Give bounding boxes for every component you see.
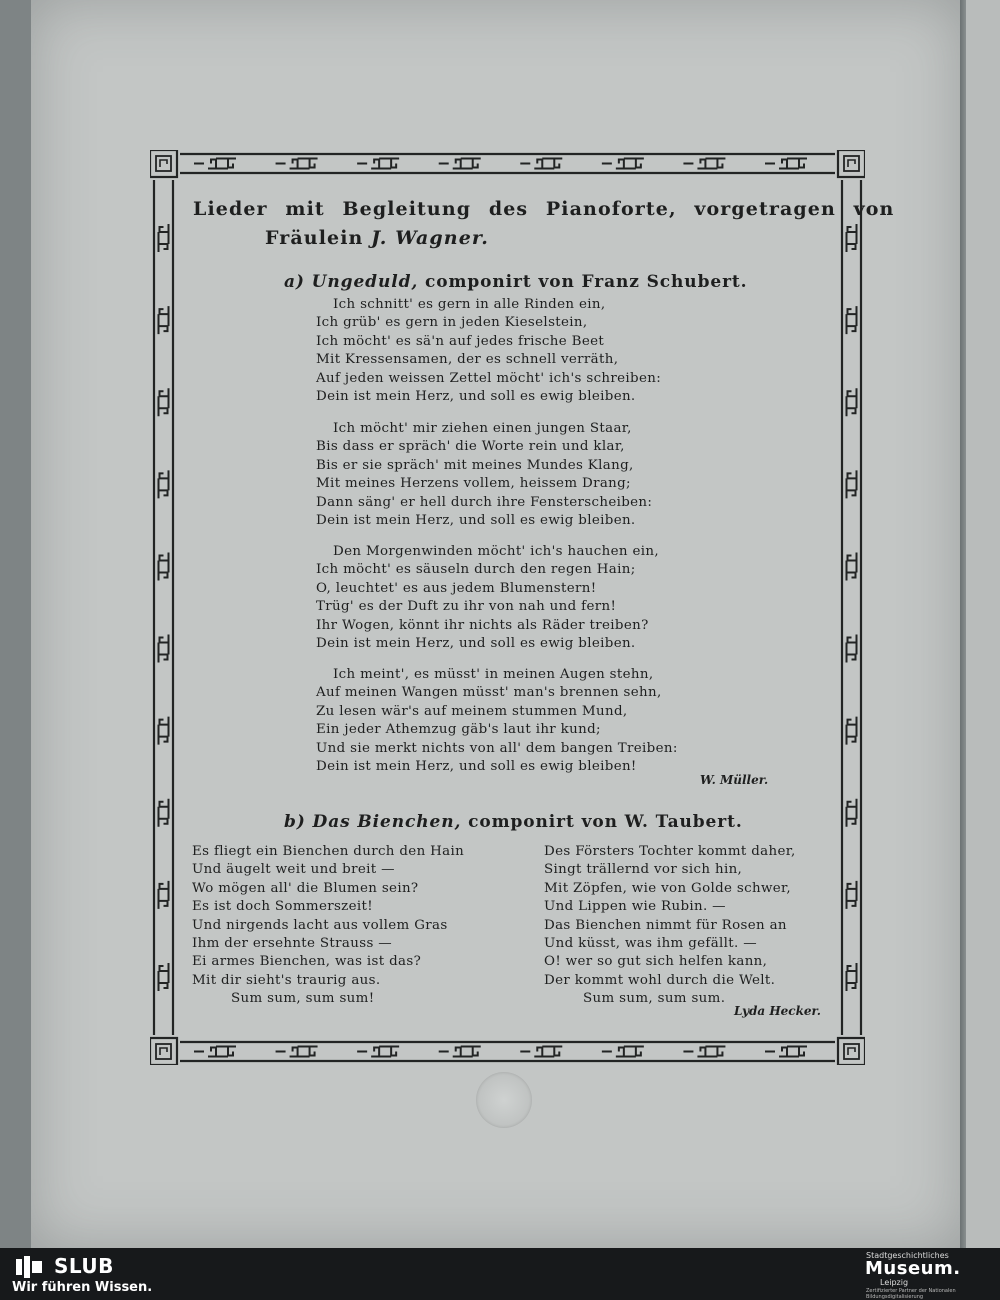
verse-line: Des Försters Tochter kommt daher,: [544, 844, 796, 859]
museum-logo-text[interactable]: Museum.: [865, 1258, 961, 1279]
verse-line: Auf meinen Wangen müsst' man's brennen sehn,: [316, 685, 662, 701]
verse-line: Singt trällernd vor sich hin,: [544, 862, 743, 878]
verse-line: O, leuchtet' es aus jedem Blumenstern!: [316, 580, 597, 596]
verse-line: Mit dir sieht's traurig aus.: [192, 972, 381, 988]
verse-line: Dein ist mein Herz, und soll es ewig bleiben.: [316, 636, 636, 652]
adjacent-page-edge: [966, 0, 1000, 1248]
slub-tagline: Wir führen Wissen.: [12, 1280, 153, 1295]
verse-line: Wo mögen all' die Blumen sein?: [192, 880, 419, 896]
verse-line: Dann säng' er hell durch ihre Fensterscheiben:: [316, 494, 653, 510]
verse-line: Und äugelt weit und breit —: [192, 862, 395, 878]
verse-line: Ich möcht' es sä'n auf jedes frische Beet: [316, 333, 605, 349]
verse-line: Ich schnitt' es gern in alle Rinden ein,: [333, 297, 606, 312]
song-a-stanza-3: [316, 543, 659, 653]
verse-line: Dein ist mein Herz, und soll es ewig bleiben.: [316, 513, 636, 529]
heading-performer: [265, 227, 489, 249]
verse-line: Und Lippen wie Rubin. —: [544, 899, 726, 915]
song-a-credit: componirt von Franz Schubert.: [418, 272, 748, 292]
verse-line: Ihr Wogen, könnt ihr nichts als Räder treiben?: [316, 617, 649, 633]
song-a-stanza-2: [316, 420, 652, 530]
slub-logo-icon[interactable]: [16, 1256, 42, 1278]
song-a-label: a) Ungeduld,: [284, 272, 419, 292]
verse-line: Ich möcht' es säuseln durch den regen Hain;: [316, 562, 636, 578]
verse-line: Der kommt wohl durch die Welt.: [544, 972, 776, 988]
performer-name: J. Wagner.: [371, 227, 489, 249]
song-b-credit: componirt von W. Taubert.: [461, 812, 743, 832]
song-b-label: b) Das Bienchen,: [284, 812, 462, 832]
verse-line: Mit meines Herzens vollem, heissem Drang;: [316, 476, 631, 492]
museum-certificate: Zertifizierter Partner der Nationalen Bildungsdigitalisierung: [866, 1288, 956, 1300]
song-a-title: [284, 272, 748, 292]
verse-line: Es ist doch Sommerszeit!: [192, 899, 373, 915]
verse-line: Ich grüb' es gern in jeden Kieselstein,: [316, 315, 588, 331]
song-b-right-column: [544, 843, 796, 1009]
verse-line: Zu lesen wär's auf meinem stummen Mund,: [316, 703, 628, 719]
verse-line: Und sie merkt nichts von all' dem bangen Treiben:: [316, 740, 678, 756]
museum-prefix: Stadtgeschichtliches: [866, 1251, 949, 1260]
verse-line: Bis dass er spräch' die Worte rein und klar,: [316, 439, 625, 455]
verse-line: Ihm der ersehnte Strauss —: [192, 936, 393, 952]
refrain-line: Sum sum, sum sum!: [231, 991, 375, 1007]
verse-line: Trüg' es der Duft zu ihr von nah und fern!: [316, 599, 617, 615]
verse-line: Ein jeder Athemzug gäb's laut ihr kund;: [316, 722, 601, 738]
song-a-stanza-1: [316, 296, 661, 406]
verse-line: Und nirgends lacht aus vollem Gras: [192, 917, 448, 933]
verse-line: O! wer so gut sich helfen kann,: [544, 954, 768, 970]
verse-line: Ich möcht' mir ziehen einen jungen Staar,: [333, 421, 632, 436]
song-b-title: [284, 812, 743, 832]
verse-line: Auf jeden weissen Zettel möcht' ich's schreiben:: [316, 370, 662, 386]
performer-prefix: Fräulein: [265, 227, 372, 249]
song-a-stanza-4: [316, 666, 678, 776]
song-b-author: Lyda Hecker.: [734, 1004, 821, 1018]
museum-city: Leipzig: [880, 1278, 909, 1287]
song-b-left-column: [192, 843, 464, 1009]
verse-line: Mit Kressensamen, der es schnell verräth,: [316, 352, 619, 368]
refrain-line: Sum sum, sum sum.: [583, 991, 726, 1007]
song-a-author: W. Müller.: [700, 773, 769, 787]
slub-logo-text[interactable]: SLUB: [54, 1254, 114, 1278]
embossed-seal: [476, 1072, 532, 1128]
verse-line: Ich meint', es müsst' in meinen Augen stehn,: [333, 667, 654, 682]
verse-line: Dein ist mein Herz, und soll es ewig bleiben.: [316, 389, 636, 405]
verse-line: Es fliegt ein Bienchen durch den Hain: [192, 844, 465, 859]
verse-line: Bis er sie spräch' mit meines Mundes Klang,: [316, 457, 634, 473]
verse-line: Den Morgenwinden möcht' ich's hauchen ein,: [333, 544, 659, 559]
verse-line: Ei armes Bienchen, was ist das?: [192, 954, 422, 970]
verse-line: Und küsst, was ihm gefällt. —: [544, 936, 757, 952]
verse-line: Mit Zöpfen, wie von Golde schwer,: [544, 880, 791, 896]
verse-line: Dein ist mein Herz, und soll es ewig bleiben!: [316, 759, 637, 775]
heading-title: Lieder mit Begleitung des Pianoforte, vorgetragen von: [193, 198, 895, 220]
verse-line: Das Bienchen nimmt für Rosen an: [544, 917, 787, 933]
